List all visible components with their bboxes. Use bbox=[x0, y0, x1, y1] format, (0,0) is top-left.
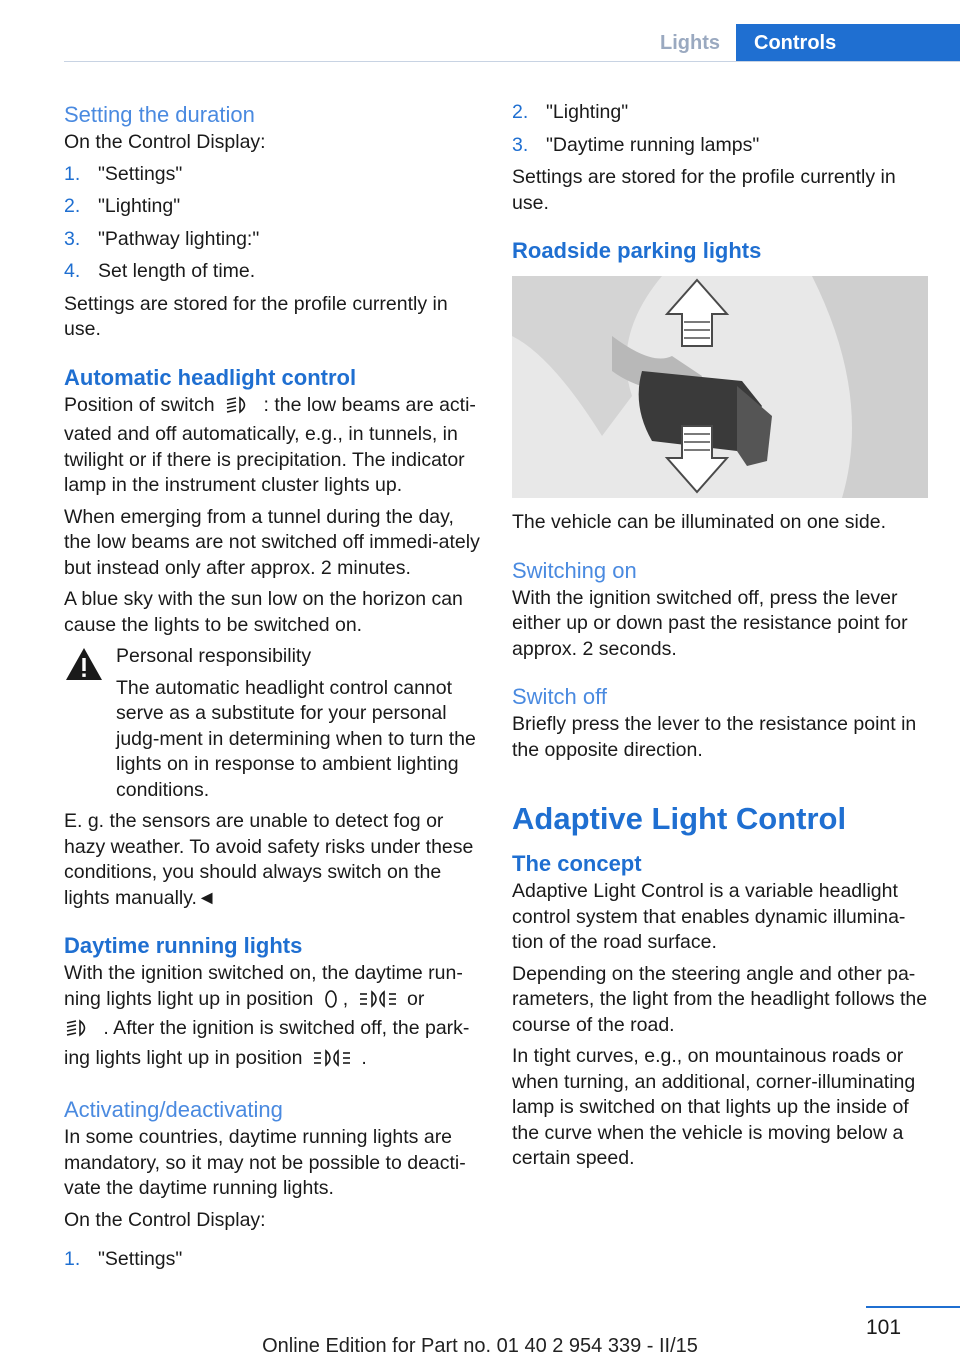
drl-paragraph: With the ignition switched on, the daytime run-ning lights light up in position , or . After the ignition is switched off, the park-ing lights light up in position . bbox=[64, 961, 482, 1075]
switch-position-zero-icon bbox=[323, 989, 339, 1017]
concept-heading: The concept bbox=[512, 851, 642, 876]
switch-off-heading: Switch off bbox=[512, 684, 607, 709]
list-item: 1. "Settings" bbox=[64, 1248, 183, 1270]
list-item: 4. Set length of time. bbox=[64, 260, 256, 282]
auto-paragraph-3: A blue sky with the sun low on the horizon can cause the lights to be switched on. bbox=[64, 588, 463, 636]
footer-divider bbox=[866, 1306, 960, 1308]
warning-title: Personal responsibility bbox=[116, 645, 312, 667]
edition-line: Online Edition for Part no. 01 40 2 954 339 - II/15 bbox=[262, 1335, 698, 1357]
activating-steps bbox=[64, 1247, 482, 1273]
auto-headlight-switch-icon bbox=[224, 395, 254, 423]
lever-illustration-drawing bbox=[512, 276, 928, 498]
duration-heading: Setting the duration bbox=[64, 102, 255, 127]
parking-lights-heading: Roadside parking lights bbox=[512, 238, 762, 263]
chapter-tab-controls[interactable]: Controls bbox=[736, 24, 960, 62]
duration-intro: On the Control Display: bbox=[64, 131, 266, 153]
auto-paragraph-1: Position of switch : the low beams are acti-vated and off automatically, e.g., in tunnels, in twilight or if there is precipitation. The indicator lamp in the instrument cluster lights up. bbox=[64, 393, 476, 496]
header-divider bbox=[64, 61, 960, 62]
activating-steps-continued bbox=[512, 100, 932, 158]
left-column bbox=[64, 100, 482, 1280]
warning-triangle-icon bbox=[64, 646, 104, 682]
warning-text-first: The automatic headlight control cannot serve as a substitute for your personal judg-ment in determining when to turn the lights on in response to ambient lighting conditions. bbox=[116, 676, 476, 801]
lever-illustration bbox=[512, 276, 928, 498]
activating-intro: On the Control Display: bbox=[64, 1208, 266, 1231]
parking-lights-caption: The vehicle can be illuminated on one side. bbox=[512, 511, 886, 533]
switching-on-heading: Switching on bbox=[512, 557, 637, 583]
duration-steps bbox=[64, 162, 482, 285]
page-number: 101 bbox=[866, 1316, 902, 1339]
activating-heading: Activating/deactivating bbox=[64, 1097, 283, 1122]
switching-on-text: With the ignition switched off, press the lever either up or down past the resistance point for approx. 2 seconds. bbox=[512, 586, 908, 660]
list-item: 1. "Settings" bbox=[64, 162, 183, 185]
concept-paragraph-1: Adaptive Light Control is a variable headlight control system that enables dynamic illumina-tion of the road surface. bbox=[512, 880, 906, 953]
concept-paragraph-2: Depending on the steering angle and other pa-rameters, the light from the headlight follows the course of the road. bbox=[512, 962, 928, 1036]
auto-headlight-switch-icon bbox=[64, 1018, 94, 1046]
activating-note: Settings are stored for the profile currently in use. bbox=[512, 166, 896, 214]
activating-paragraph: In some countries, daytime running lights are mandatory, so it may not be possible to deacti-vate the daytime running lights. bbox=[64, 1126, 466, 1199]
page-header bbox=[0, 24, 960, 62]
auto-paragraph-2: When emerging from a tunnel during the day, the low beams are not switched off immedi-ately but instead only after approx. 2 minutes. bbox=[64, 505, 480, 579]
duration-note: Settings are stored for the profile currently in use. bbox=[64, 292, 448, 340]
right-column bbox=[512, 100, 932, 1178]
section-tab-lights[interactable]: Lights bbox=[660, 32, 720, 54]
list-item: 2. "Lighting" bbox=[512, 101, 629, 123]
warning-text-2: E. g. the sensors are unable to detect fog or hazy weather. To avoid safety risks under these conditions, you should always switch on the lights manually.◄ bbox=[64, 810, 474, 909]
concept-paragraph-3: In tight curves, e.g., on mountainous roads or when turning, an additional, corner-illuminating lamp is switched on that lights up the inside of the curve when the vehicle is moving below a certain speed. bbox=[512, 1045, 916, 1169]
auto-headlight-heading: Automatic headlight control bbox=[64, 364, 357, 390]
parking-lights-icon bbox=[312, 1048, 352, 1076]
adaptive-light-heading: Adaptive Light Control bbox=[512, 801, 847, 836]
list-item: 3. "Daytime running lamps" bbox=[512, 133, 760, 156]
warning-block bbox=[64, 644, 482, 803]
list-item: 2. "Lighting" bbox=[64, 195, 181, 217]
drl-heading: Daytime running lights bbox=[64, 933, 303, 958]
switch-off-text: Briefly press the lever to the resistance point in the opposite direction. bbox=[512, 713, 917, 761]
list-item: 3. "Pathway lighting:" bbox=[64, 227, 260, 250]
parking-lights-icon bbox=[358, 989, 398, 1017]
